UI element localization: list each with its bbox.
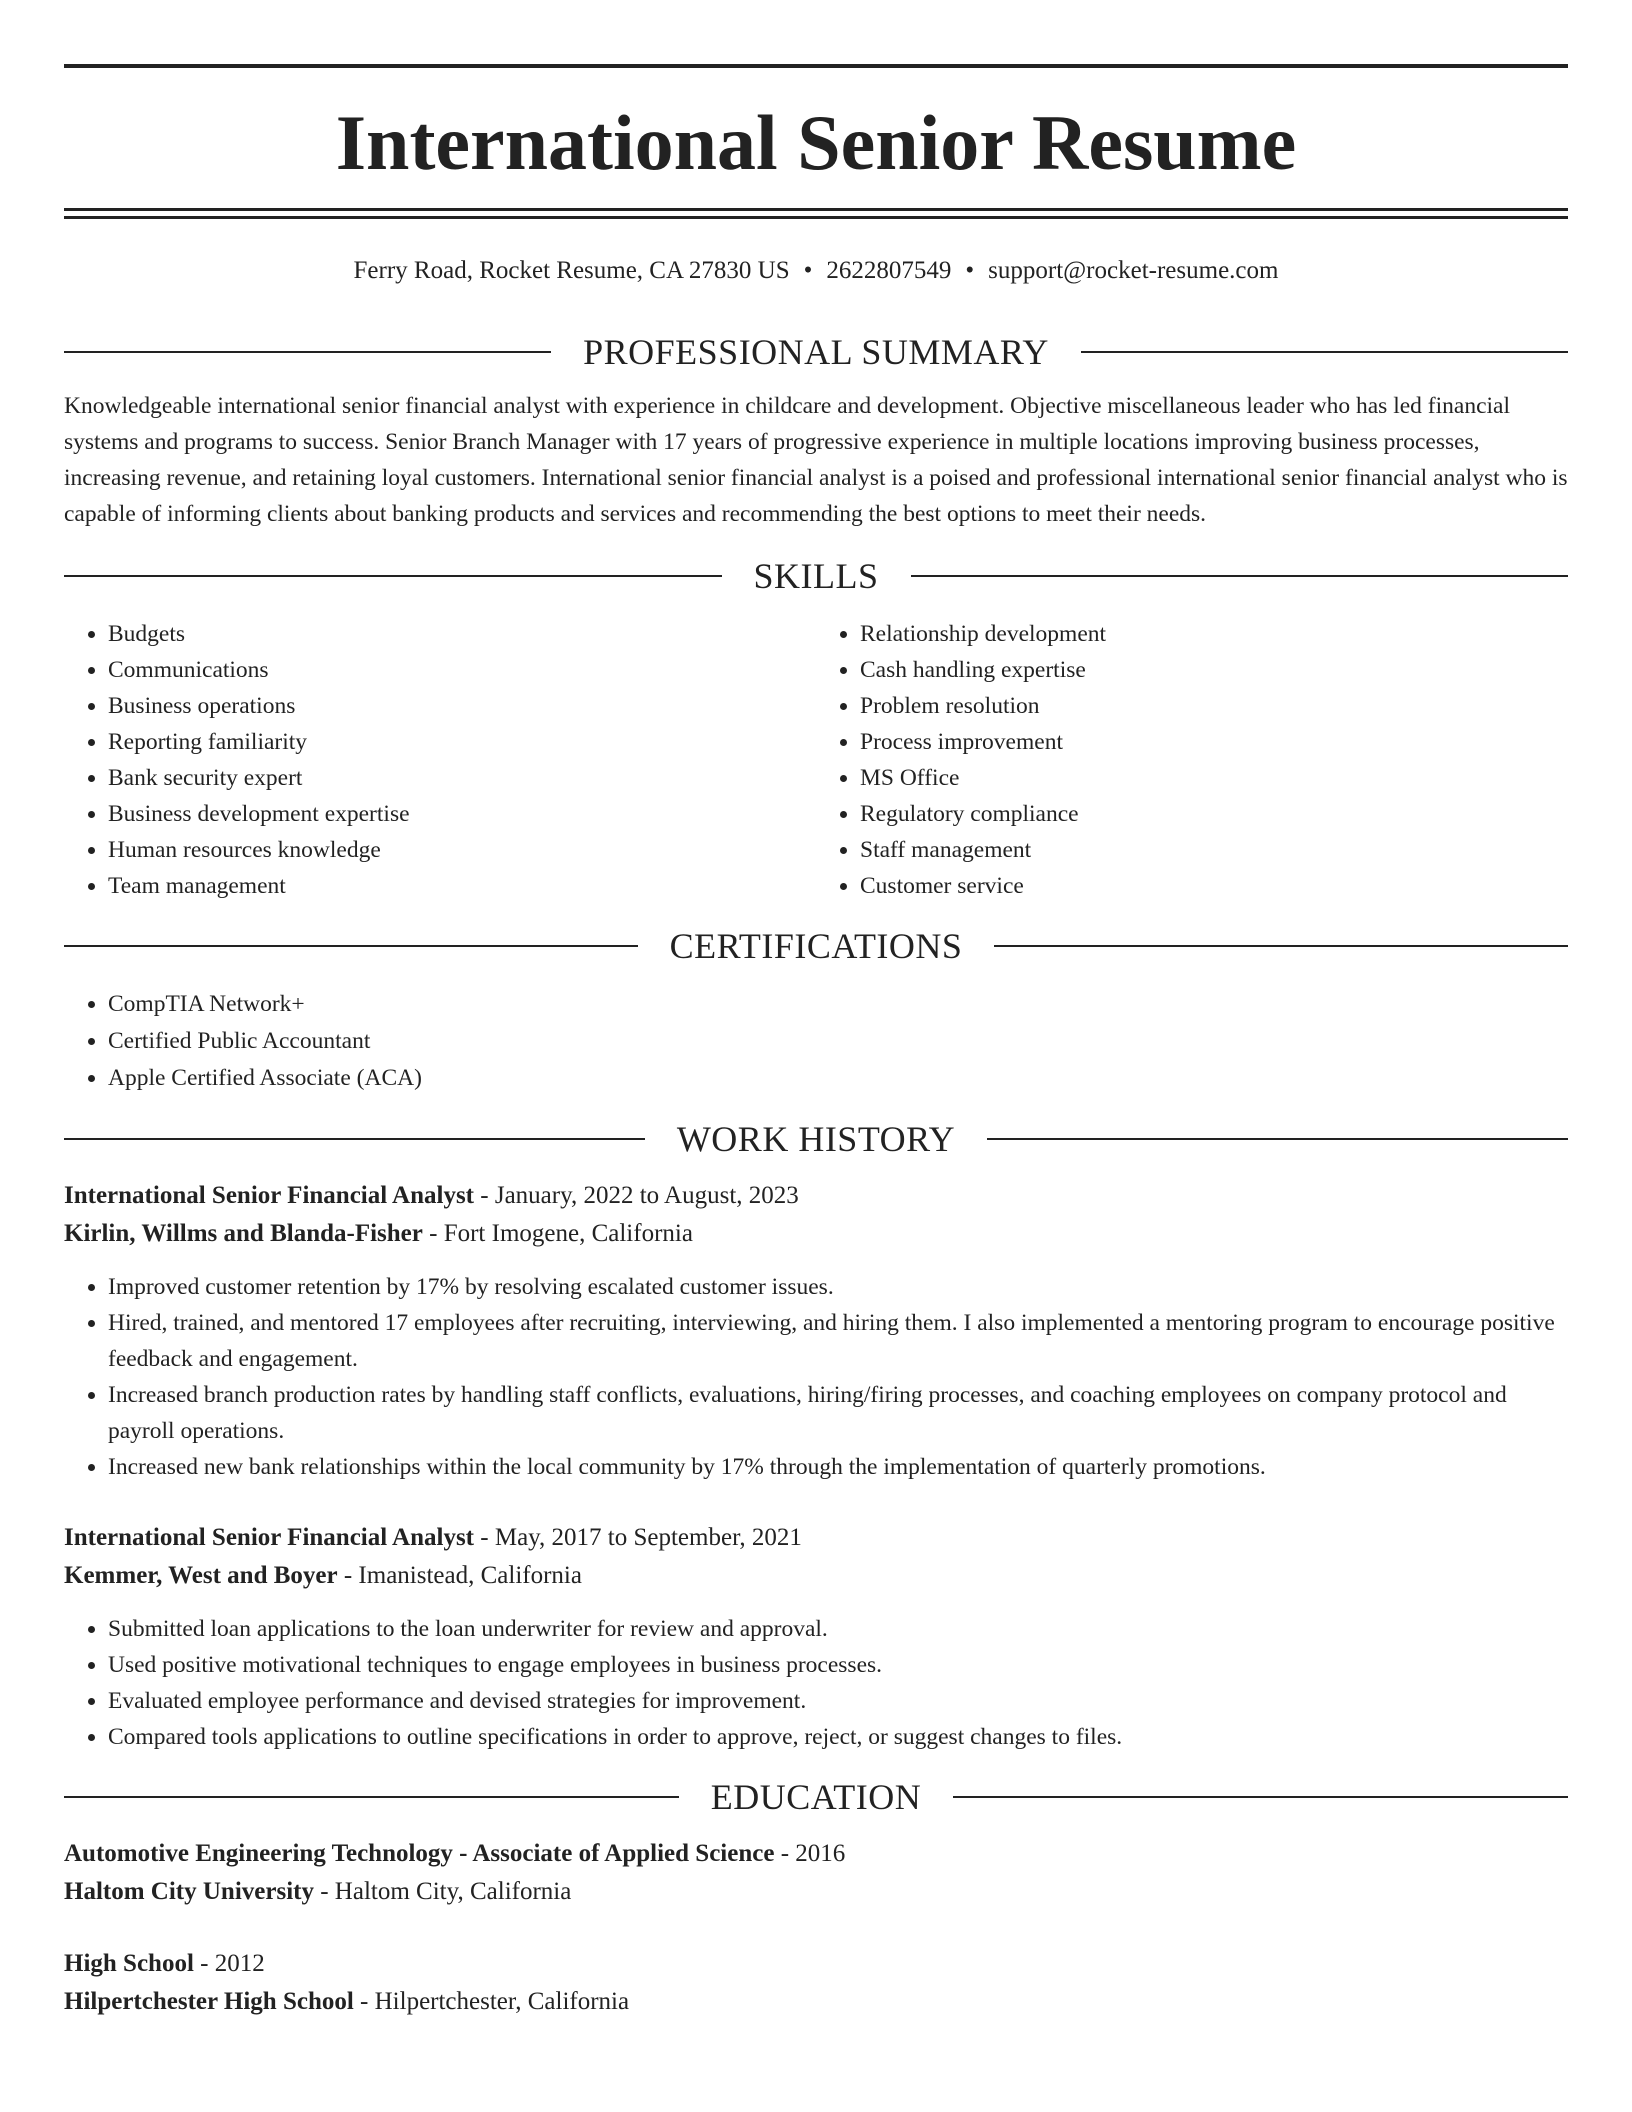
certifications-list [64,986,1568,1097]
job-company-line [64,1215,1568,1253]
skill-item: • Business operations [108,688,816,724]
education-degree-line [64,1835,1568,1873]
skill-item: • Bank security expert [108,760,816,796]
job-bullet: • Submitted loan applications to the loan underwriter for review and approval. [108,1611,1568,1647]
job-company-line [64,1557,1568,1595]
skill-item: • Reporting familiarity [108,724,816,760]
section-rule [987,1138,1568,1140]
skill-item: • Staff management [860,832,1568,868]
job-bullets [64,1611,1568,1755]
education-school-line [64,1873,1568,1911]
section-rule [1081,351,1568,353]
education-school-line [64,1983,1568,2021]
job-bullet: • Used positive motivational techniques to engage employees in business processes. [108,1647,1568,1683]
section-title: EDUCATION [710,1776,922,1817]
section-rule [994,945,1568,947]
contact-phone: 2622807549 [826,257,952,284]
job-bullet: • Improved customer retention by 17% by resolving escalated customer issues. [108,1269,1568,1305]
title-double-rule [64,208,1568,219]
contact-separator: • [965,257,975,284]
top-rule [64,64,1568,68]
section-rule [64,575,722,577]
section-rule [953,1796,1568,1798]
certification-item: • Apple Certified Associate (ACA) [108,1060,1568,1097]
job-entry [64,1519,1568,1755]
skill-item: • Business development expertise [108,796,816,832]
certification-item: • Certified Public Accountant [108,1023,1568,1060]
resume-title: International Senior Resume [335,99,1297,186]
section-rule [64,351,551,353]
job-company: Kirlin, Willms and Blanda-Fisher [64,1219,423,1247]
section-header-summary [64,332,1568,372]
skill-item: • Communications [108,652,816,688]
resume-page [64,0,1568,2021]
education-year: - 2012 [193,1949,265,1977]
contact-address: Ferry Road, Rocket Resume, CA 27830 US [353,257,790,284]
section-header-education [64,1777,1568,1817]
job-location: - Fort Imogene, California [422,1219,693,1247]
job-bullet: • Increased new bank relationships within the local community by 17% through the implementation of quarterly promotions. [108,1449,1568,1485]
job-bullet: • Hired, trained, and mentored 17 employees after recruiting, interviewing, and hiring them. I also implemented a mentoring program to encourage positive feedback and engagement. [108,1305,1568,1377]
skills-columns [64,616,1568,904]
job-bullet: • Increased branch production rates by handling staff conflicts, evaluations, hiring/firing processes, and coaching employees on company protocol and payroll operations. [108,1377,1568,1449]
job-title: International Senior Financial Analyst [64,1181,475,1209]
section-title: CERTIFICATIONS [669,925,963,966]
job-bullets [64,1269,1568,1485]
section-header-certifications [64,926,1568,966]
section-title: SKILLS [753,555,879,596]
education-entry [64,1835,1568,1911]
skill-item: • Regulatory compliance [860,796,1568,832]
skill-item: • Human resources knowledge [108,832,816,868]
job-company: Kemmer, West and Boyer [64,1561,338,1589]
contact-separator: • [803,257,813,284]
job-title-line [64,1519,1568,1557]
skill-item: • Team management [108,868,816,904]
education-degree: Automotive Engineering Technology - Associate of Applied Science [64,1839,775,1867]
job-title: International Senior Financial Analyst [64,1523,475,1551]
section-title: PROFESSIONAL SUMMARY [583,332,1049,372]
contact-line [64,256,1568,286]
education-school: Hilpertchester High School [64,1987,354,2015]
job-dates: - May, 2017 to September, 2021 [474,1523,802,1551]
skill-item: • Cash handling expertise [860,652,1568,688]
job-entry [64,1177,1568,1485]
education-entry [64,1945,1568,2021]
education-degree: High School [64,1949,194,1977]
education-degree-line [64,1945,1568,1983]
skill-item: • Customer service [860,868,1568,904]
certification-item: • CompTIA Network+ [108,986,1568,1023]
section-rule [64,1796,679,1798]
education-school: Haltom City University [64,1877,314,1905]
job-bullet: • Evaluated employee performance and devised strategies for improvement. [108,1683,1568,1719]
job-title-line [64,1177,1568,1215]
education-year: - 2016 [774,1839,846,1867]
section-rule [911,575,1569,577]
summary-paragraph: Knowledgeable international senior financial analyst with experience in childcare and development. Objective miscellaneous leader who has led financial systems and programs to success. Senior Branch Manager with 17 years of progressive experience in multiple locations improving business processes, increasing revenue, and retaining loyal customers. International senior financial analyst is a poised and professional international senior financial analyst who is capable of informing clients about banking products and services and recommending the best options to meet their needs. [64,393,1568,527]
job-location: - Imanistead, California [337,1561,582,1589]
skill-item: • MS Office [860,760,1568,796]
skills-list-right [816,616,1568,904]
section-rule [64,1138,645,1140]
skill-item: • Relationship development [860,616,1568,652]
section-title: WORK HISTORY [676,1118,956,1159]
section-header-work-history [64,1119,1568,1159]
job-bullet: • Compared tools applications to outline specifications in order to approve, reject, or suggest changes to files. [108,1719,1568,1755]
skill-item: • Problem resolution [860,688,1568,724]
education-location: - Haltom City, California [313,1877,572,1905]
section-rule [64,945,638,947]
job-dates: - January, 2022 to August, 2023 [474,1181,799,1209]
skill-item: • Process improvement [860,724,1568,760]
section-header-skills [64,556,1568,596]
education-location: - Hilpertchester, California [353,1987,630,2015]
contact-email: support@rocket-resume.com [988,257,1279,284]
skills-list-left [64,616,816,904]
skill-item: • Budgets [108,616,816,652]
